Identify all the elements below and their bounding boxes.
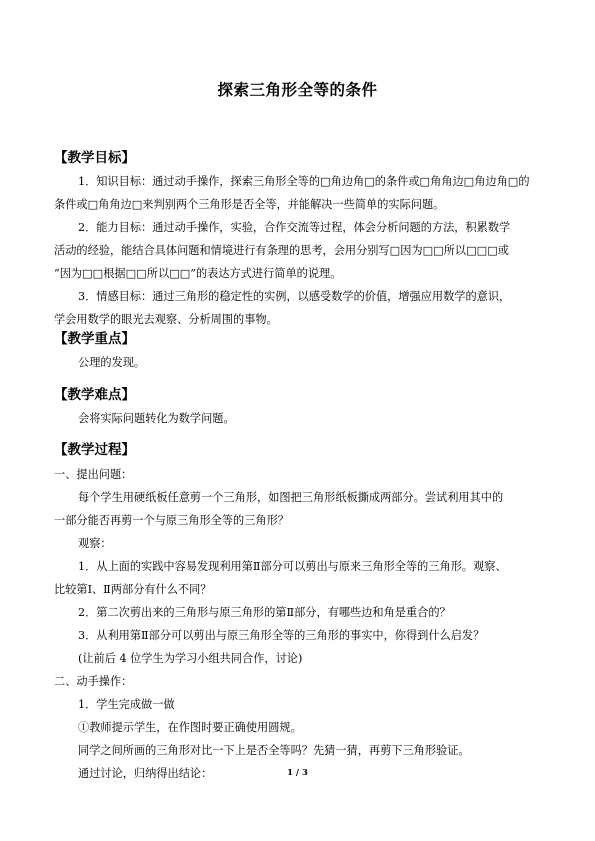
section-heading-goal: 【教学目标】 bbox=[54, 150, 135, 166]
goal-p3-line1: 3．情感目标：通过三角形的稳定性的实例，以感受数学的价值，增强应用数学的意识， bbox=[78, 290, 511, 303]
process-note: (让前后 4 位学生为学习小组共同合作，讨论) bbox=[78, 652, 303, 665]
goal-p2-line1: 2．能力目标：通过动手操作，实验，合作交流等过程，体会分析问题的方法，积累数学 bbox=[78, 221, 511, 234]
process-step1-line1: 每个学生用硬纸板任意剪一个三角形，如图把三角形纸板撕成两部分。尝试利用其中的 bbox=[78, 491, 504, 504]
process-q2: 2．第二次剪出来的三角形与原三角形的第Ⅱ部分，有哪些边和角是重合的？ bbox=[78, 606, 451, 619]
goal-paragraphs bbox=[54, 170, 544, 331]
process-step2-item1: 1．学生完成做一做 bbox=[78, 698, 175, 711]
process-step2-item3: 同学之间所画的三角形对比一下上是否全等吗？先猜一猜，再剪下三角形验证。 bbox=[78, 744, 470, 757]
section-heading-key: 【教学重点】 bbox=[54, 331, 135, 347]
section-heading-process: 【教学过程】 bbox=[54, 442, 135, 458]
key-text: 公理的发现。 bbox=[78, 356, 146, 369]
goal-p2-line3: “因为□□根据□□所以□□”的表达方式进行简单的说理。 bbox=[54, 267, 342, 280]
process-q1-line2: 比较第Ⅰ、Ⅱ两部分有什么不同？ bbox=[54, 583, 212, 596]
goal-p3-line2: 学会用数学的眼光去观察、分析周围的事物。 bbox=[54, 313, 278, 326]
process-q3: 3．从利用第Ⅱ部分可以剪出与原三角形全等的三角形的事实中，你得到什么启发？ bbox=[78, 629, 485, 642]
process-step2-item4: 通过讨论，归纳得出结论： bbox=[78, 767, 213, 780]
process-q1-line1: 1．从上面的实践中容易发现利用第Ⅱ部分可以剪出与原来三角形全等的三角形。观察、 bbox=[78, 560, 507, 573]
process-step2-heading: 二、动手操作： bbox=[54, 675, 133, 688]
process-step2-item2: ①教师提示学生，在作图时要正确使用圆规。 bbox=[78, 721, 302, 734]
process-step1-line2: 一部分能否再剪一个与原三角形全等的三角形？ bbox=[54, 514, 289, 527]
process-observe: 观察： bbox=[78, 537, 112, 550]
difficult-paragraph bbox=[54, 407, 544, 430]
difficult-text: 会将实际问题转化为数学问题。 bbox=[78, 412, 235, 425]
page-number: 1 / 3 bbox=[287, 768, 308, 778]
goal-p1-line1: 1．知识目标：通过动手操作，探索三角形全等的□角边角□的条件或□角角边□角边角□的 bbox=[78, 175, 530, 188]
process-step1-heading: 一、提出问题： bbox=[54, 468, 133, 481]
key-paragraph bbox=[54, 351, 544, 374]
process-paragraphs bbox=[54, 463, 544, 785]
goal-p2-line2: 活动的经验，能结合具体问题和情境进行有条理的思考，会用分别写□因为□□所以□□□或 bbox=[54, 244, 509, 257]
page-title: 探索三角形全等的条件 bbox=[217, 81, 378, 99]
section-heading-difficult: 【教学难点】 bbox=[54, 387, 135, 403]
goal-p1-line2: 条件或□角角边□来判别两个三角形是否全等，并能解决一些简单的实际问题。 bbox=[54, 198, 445, 211]
